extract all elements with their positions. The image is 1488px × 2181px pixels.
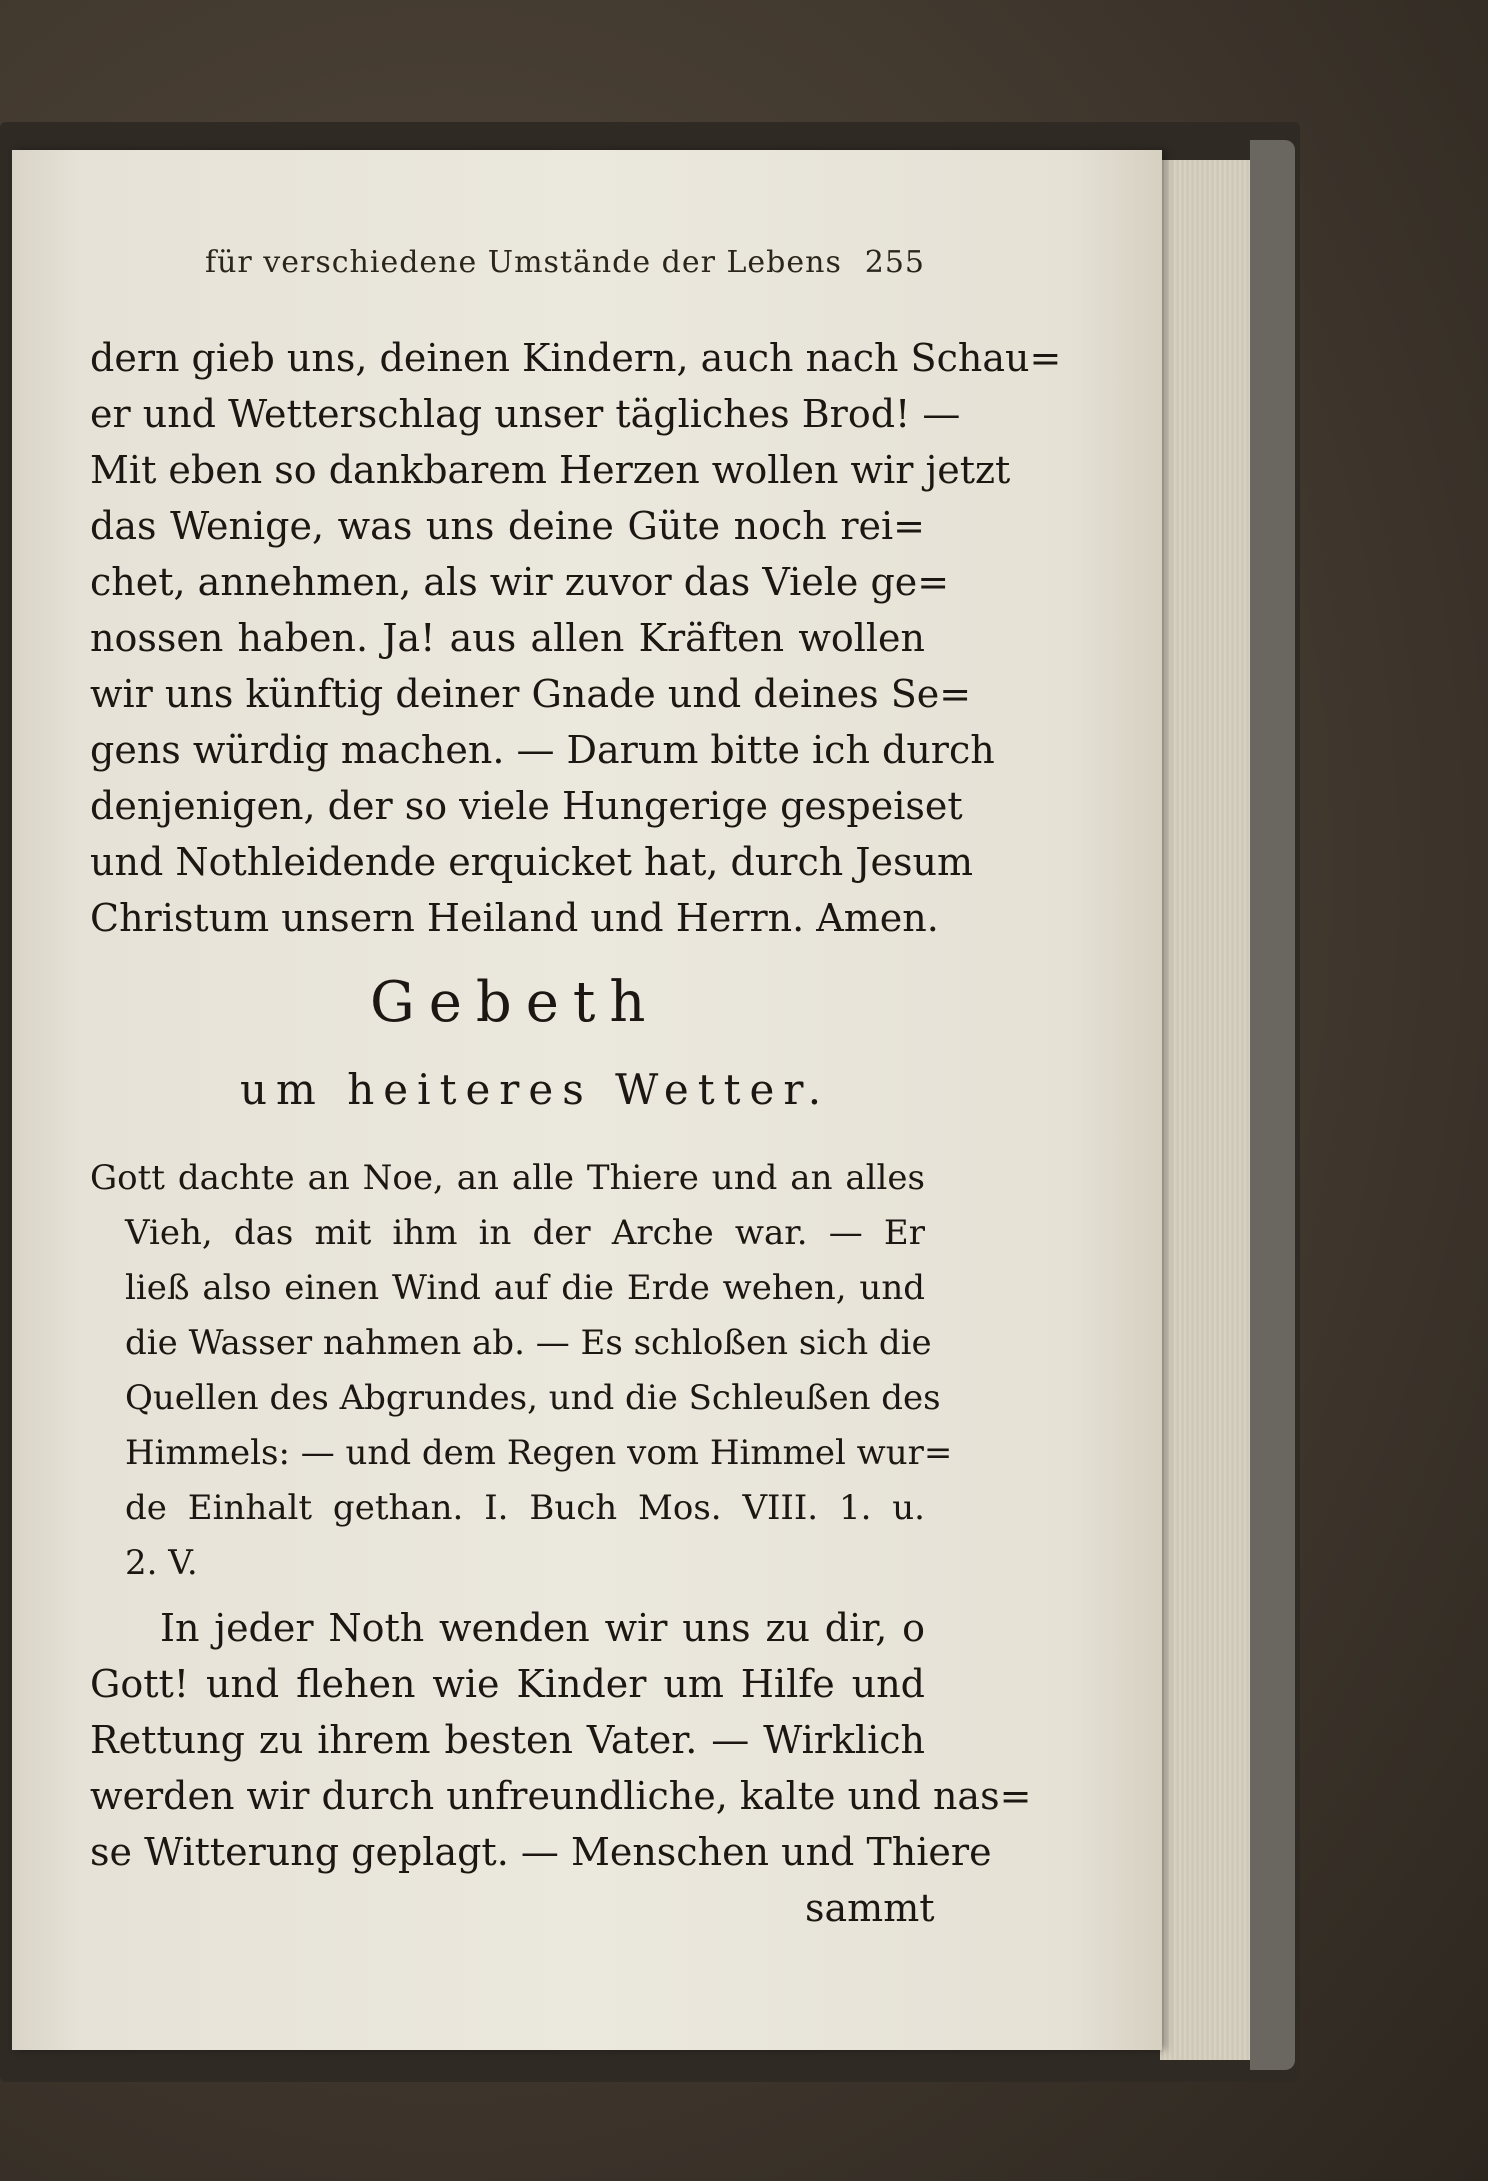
text-line: se Witterung geplagt. — Menschen und Thiere <box>90 1830 992 1874</box>
text-line: In jeder Noth wenden wir uns zu dir, o <box>160 1606 925 1650</box>
text-line: Rettung zu ihrem besten Vater. — Wirklich <box>90 1718 925 1762</box>
scripture-line: die Wasser nahmen ab. — Es schloßen sich die <box>125 1323 932 1363</box>
text-line: wir uns künftig deiner Gnade und deines Se= <box>90 672 972 716</box>
text-line: nossen haben. Ja! aus allen Kräften wollen <box>90 616 925 660</box>
catchword: sammt <box>805 1886 935 1930</box>
section-subtitle: um heiteres Wetter. <box>240 1065 831 1114</box>
page-number: 255 <box>864 245 925 280</box>
text-line: das Wenige, was uns deine Güte noch rei= <box>90 504 925 548</box>
text-line: denjenigen, der so viele Hungerige gespeiset <box>90 784 963 828</box>
text-line: gens würdig machen. — Darum bitte ich durch <box>90 728 995 772</box>
text-line: Gott! und flehen wie Kinder um Hilfe und <box>90 1662 925 1706</box>
page-edges <box>1160 160 1255 2060</box>
scripture-line: 2. V. <box>125 1543 198 1583</box>
book-spine <box>1250 140 1295 2070</box>
text-line: er und Wetterschlag unser tägliches Brod! — <box>90 392 961 436</box>
section-title: Gebeth <box>370 970 660 1035</box>
scripture-line: Gott dachte an Noe, an alle Thiere und an alles <box>90 1158 925 1198</box>
text-line: Mit eben so dankbarem Herzen wollen wir jetzt <box>90 448 1011 492</box>
scripture-line: Himmels: — und dem Regen vom Himmel wur= <box>125 1433 953 1473</box>
scripture-line: de Einhalt gethan. I. Buch Mos. VIII. 1. u. <box>125 1488 925 1528</box>
text-line: dern gieb uns, deinen Kindern, auch nach Schau= <box>90 336 1062 380</box>
scripture-line: ließ also einen Wind auf die Erde wehen, und <box>125 1268 925 1308</box>
text-line: und Nothleidende erquicket hat, durch Jesum <box>90 840 974 884</box>
text-line: chet, annehmen, als wir zuvor das Viele ge= <box>90 560 950 604</box>
running-head: für verschiedene Umstände der Lebens <box>205 245 842 280</box>
scripture-line: Quellen des Abgrundes, und die Schleußen des <box>125 1378 941 1418</box>
text-line: Christum unsern Heiland und Herrn. Amen. <box>90 896 939 940</box>
text-line: werden wir durch unfreundliche, kalte und nas= <box>90 1774 1032 1818</box>
page-header <box>205 245 925 285</box>
scripture-line: Vieh, das mit ihm in der Arche war. — Er <box>125 1213 925 1253</box>
